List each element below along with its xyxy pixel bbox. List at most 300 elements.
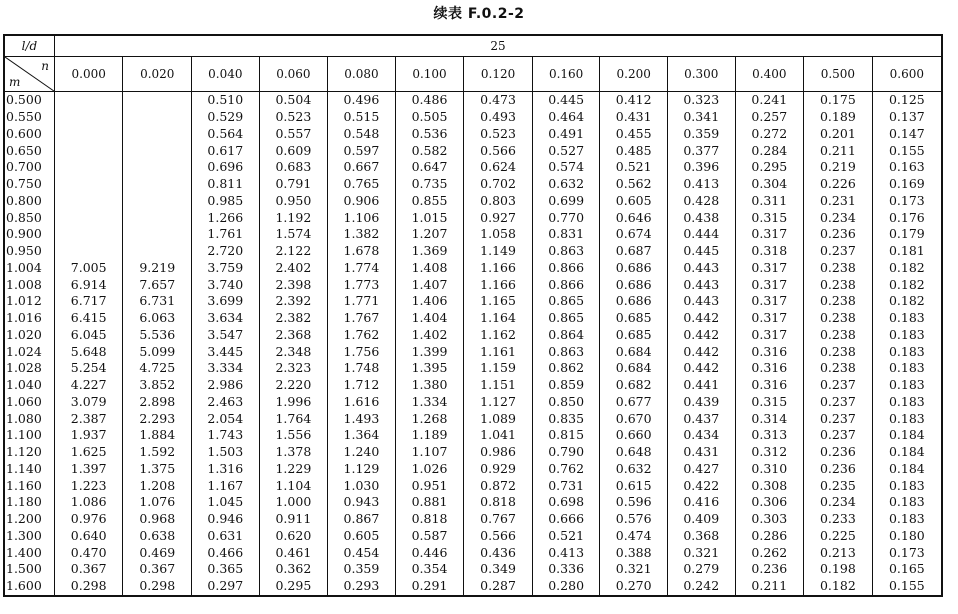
value-cell: 0.632 [532, 176, 600, 193]
table-row [4, 360, 942, 377]
value-cell: 0.491 [532, 126, 600, 143]
value-cell: 0.368 [667, 528, 735, 545]
value-cell: 0.297 [192, 578, 260, 596]
value-cell: 0.496 [328, 92, 396, 109]
value-cell: 2.054 [192, 410, 260, 427]
value-cell: 0.557 [259, 126, 328, 143]
value-cell: 0.182 [804, 578, 873, 596]
value-cell: 0.280 [532, 578, 600, 596]
value-cell: 0.521 [532, 528, 600, 545]
m-value-cell: 1.012 [4, 293, 54, 310]
value-cell: 0.587 [395, 528, 464, 545]
value-cell: 0.183 [872, 377, 942, 394]
value-cell [54, 92, 123, 109]
m-value-cell: 0.700 [4, 159, 54, 176]
value-cell: 0.236 [804, 461, 873, 478]
value-cell: 1.167 [192, 477, 260, 494]
value-cell: 0.284 [735, 142, 804, 159]
value-cell: 0.866 [532, 260, 600, 277]
value-cell: 0.183 [872, 494, 942, 511]
value-cell [123, 243, 192, 260]
table-row [4, 142, 942, 159]
table-row [4, 461, 942, 478]
table-row [4, 92, 942, 109]
value-cell: 0.237 [804, 427, 873, 444]
value-cell: 0.536 [395, 126, 464, 143]
value-cell: 0.521 [600, 159, 668, 176]
table-row [4, 310, 942, 327]
value-cell: 0.442 [667, 343, 735, 360]
value-cell: 1.127 [464, 394, 533, 411]
value-cell: 0.362 [259, 561, 328, 578]
value-cell: 0.238 [804, 293, 873, 310]
value-cell: 1.164 [464, 310, 533, 327]
value-cell: 0.486 [395, 92, 464, 109]
value-cell: 0.818 [395, 511, 464, 528]
value-cell: 0.182 [872, 276, 942, 293]
value-cell [123, 159, 192, 176]
value-cell: 1.316 [192, 461, 260, 478]
m-value-cell: 1.180 [4, 494, 54, 511]
value-cell: 0.234 [804, 209, 873, 226]
value-cell: 0.469 [123, 544, 192, 561]
value-cell: 5.648 [54, 343, 123, 360]
value-cell: 0.180 [872, 528, 942, 545]
value-cell: 0.341 [667, 109, 735, 126]
table-row [4, 109, 942, 126]
value-cell: 1.767 [328, 310, 396, 327]
n-header-cell: 0.200 [600, 57, 668, 92]
value-cell: 0.576 [600, 511, 668, 528]
value-cell: 0.646 [600, 209, 668, 226]
value-cell: 0.155 [872, 142, 942, 159]
value-cell: 0.182 [872, 260, 942, 277]
value-cell: 0.181 [872, 243, 942, 260]
value-cell: 0.699 [532, 193, 600, 210]
value-cell: 2.387 [54, 410, 123, 427]
value-cell: 0.677 [600, 394, 668, 411]
value-cell: 0.850 [532, 394, 600, 411]
table-row [4, 276, 942, 293]
value-cell: 0.367 [123, 561, 192, 578]
m-value-cell: 1.040 [4, 377, 54, 394]
m-label: m [9, 75, 21, 89]
value-cell: 0.566 [464, 528, 533, 545]
value-cell: 0.859 [532, 377, 600, 394]
value-cell: 3.445 [192, 343, 260, 360]
value-cell: 2.720 [192, 243, 260, 260]
value-cell: 0.315 [735, 394, 804, 411]
value-cell: 0.211 [804, 142, 873, 159]
value-cell: 0.416 [667, 494, 735, 511]
value-cell: 0.237 [804, 243, 873, 260]
value-cell: 0.862 [532, 360, 600, 377]
m-value-cell: 1.400 [4, 544, 54, 561]
value-cell: 2.220 [259, 377, 328, 394]
value-cell: 0.523 [464, 126, 533, 143]
value-cell: 1.104 [259, 477, 328, 494]
value-cell: 0.237 [804, 377, 873, 394]
value-cell: 0.257 [735, 109, 804, 126]
value-cell: 0.624 [464, 159, 533, 176]
value-cell: 1.397 [54, 461, 123, 478]
value-cell: 0.354 [395, 561, 464, 578]
header-row-ld [4, 35, 942, 57]
value-cell: 1.773 [328, 276, 396, 293]
value-cell: 0.201 [804, 126, 873, 143]
value-cell: 0.189 [804, 109, 873, 126]
value-cell: 0.183 [872, 394, 942, 411]
table-row [4, 561, 942, 578]
value-cell: 1.592 [123, 444, 192, 461]
value-cell: 0.765 [328, 176, 396, 193]
value-cell: 1.151 [464, 377, 533, 394]
value-cell: 1.884 [123, 427, 192, 444]
value-cell: 0.685 [600, 327, 668, 344]
value-cell: 0.317 [735, 310, 804, 327]
value-cell: 0.835 [532, 410, 600, 427]
value-cell: 1.000 [259, 494, 328, 511]
value-cell: 0.504 [259, 92, 328, 109]
value-cell: 2.463 [192, 394, 260, 411]
value-cell: 6.914 [54, 276, 123, 293]
value-cell: 1.364 [328, 427, 396, 444]
value-cell: 1.399 [395, 343, 464, 360]
value-cell: 1.996 [259, 394, 328, 411]
n-header-cell: 0.500 [804, 57, 873, 92]
value-cell: 0.436 [464, 544, 533, 561]
value-cell: 1.404 [395, 310, 464, 327]
value-cell: 0.927 [464, 209, 533, 226]
table-body [4, 92, 942, 596]
m-value-cell: 0.750 [4, 176, 54, 193]
value-cell: 0.946 [192, 511, 260, 528]
value-cell: 0.323 [667, 92, 735, 109]
value-cell: 3.759 [192, 260, 260, 277]
value-cell: 3.547 [192, 327, 260, 344]
value-cell: 2.122 [259, 243, 328, 260]
value-cell: 0.434 [667, 427, 735, 444]
value-cell: 1.229 [259, 461, 328, 478]
n-header-cell: 0.120 [464, 57, 533, 92]
m-value-cell: 0.550 [4, 109, 54, 126]
value-cell: 0.317 [735, 327, 804, 344]
value-cell: 1.208 [123, 477, 192, 494]
value-cell: 0.566 [464, 142, 533, 159]
value-cell: 0.454 [328, 544, 396, 561]
value-cell: 0.515 [328, 109, 396, 126]
value-cell: 0.336 [532, 561, 600, 578]
m-value-cell: 1.024 [4, 343, 54, 360]
value-cell: 0.976 [54, 511, 123, 528]
value-cell [54, 193, 123, 210]
value-cell: 0.183 [872, 343, 942, 360]
value-cell: 4.227 [54, 377, 123, 394]
value-cell: 6.415 [54, 310, 123, 327]
value-cell: 0.422 [667, 477, 735, 494]
value-cell: 5.254 [54, 360, 123, 377]
value-cell: 0.803 [464, 193, 533, 210]
value-cell: 0.865 [532, 310, 600, 327]
value-cell: 0.473 [464, 92, 533, 109]
value-cell: 0.968 [123, 511, 192, 528]
value-cell: 0.183 [872, 360, 942, 377]
n-header-cell: 0.040 [192, 57, 260, 92]
value-cell: 0.179 [872, 226, 942, 243]
value-cell: 1.748 [328, 360, 396, 377]
value-cell: 6.731 [123, 293, 192, 310]
value-cell: 1.240 [328, 444, 396, 461]
value-cell: 0.236 [735, 561, 804, 578]
value-cell: 0.211 [735, 578, 804, 596]
m-value-cell: 0.800 [4, 193, 54, 210]
value-cell: 1.166 [464, 260, 533, 277]
value-cell: 0.147 [872, 126, 942, 143]
value-cell: 1.395 [395, 360, 464, 377]
value-cell: 0.529 [192, 109, 260, 126]
value-cell: 0.767 [464, 511, 533, 528]
table-row [4, 528, 942, 545]
value-cell: 0.442 [667, 327, 735, 344]
value-cell: 0.317 [735, 226, 804, 243]
m-value-cell: 1.020 [4, 327, 54, 344]
value-cell [54, 159, 123, 176]
value-cell: 0.444 [667, 226, 735, 243]
m-value-cell: 0.950 [4, 243, 54, 260]
value-cell: 1.503 [192, 444, 260, 461]
table-row [4, 343, 942, 360]
value-cell: 0.638 [123, 528, 192, 545]
value-cell: 1.045 [192, 494, 260, 511]
value-cell: 0.291 [395, 578, 464, 596]
m-value-cell: 1.200 [4, 511, 54, 528]
value-cell: 0.527 [532, 142, 600, 159]
value-cell: 0.674 [600, 226, 668, 243]
value-cell: 0.163 [872, 159, 942, 176]
value-cell [123, 209, 192, 226]
value-cell: 1.407 [395, 276, 464, 293]
value-cell: 0.647 [395, 159, 464, 176]
value-cell: 1.616 [328, 394, 396, 411]
value-cell: 0.238 [804, 360, 873, 377]
value-cell [123, 176, 192, 193]
value-cell: 0.493 [464, 109, 533, 126]
value-cell: 0.318 [735, 243, 804, 260]
value-cell: 1.774 [328, 260, 396, 277]
value-cell: 0.684 [600, 360, 668, 377]
value-cell: 0.165 [872, 561, 942, 578]
value-cell: 0.317 [735, 293, 804, 310]
value-cell: 0.125 [872, 92, 942, 109]
value-cell: 0.359 [667, 126, 735, 143]
value-cell: 0.735 [395, 176, 464, 193]
value-cell: 1.625 [54, 444, 123, 461]
m-value-cell: 1.300 [4, 528, 54, 545]
value-cell: 1.076 [123, 494, 192, 511]
value-cell: 0.562 [600, 176, 668, 193]
value-cell: 0.298 [54, 578, 123, 596]
value-cell: 0.863 [532, 343, 600, 360]
value-cell: 9.219 [123, 260, 192, 277]
value-cell: 0.620 [259, 528, 328, 545]
value-cell: 0.428 [667, 193, 735, 210]
value-cell: 0.632 [600, 461, 668, 478]
m-value-cell: 0.600 [4, 126, 54, 143]
value-cell: 6.717 [54, 293, 123, 310]
value-cell: 0.684 [600, 343, 668, 360]
value-cell: 1.041 [464, 427, 533, 444]
value-cell: 0.295 [735, 159, 804, 176]
value-cell: 0.683 [259, 159, 328, 176]
table-row [4, 477, 942, 494]
value-cell: 0.631 [192, 528, 260, 545]
value-cell [123, 92, 192, 109]
value-cell: 0.702 [464, 176, 533, 193]
value-cell: 0.233 [804, 511, 873, 528]
table-row [4, 243, 942, 260]
value-cell: 1.574 [259, 226, 328, 243]
value-cell: 3.852 [123, 377, 192, 394]
value-cell: 0.439 [667, 394, 735, 411]
value-cell: 0.648 [600, 444, 668, 461]
value-cell [54, 226, 123, 243]
value-cell: 0.237 [804, 394, 873, 411]
value-cell: 0.431 [667, 444, 735, 461]
value-cell: 0.640 [54, 528, 123, 545]
value-cell: 1.268 [395, 410, 464, 427]
value-cell: 0.485 [600, 142, 668, 159]
value-cell: 0.238 [804, 310, 873, 327]
value-cell: 0.881 [395, 494, 464, 511]
value-cell: 0.310 [735, 461, 804, 478]
value-cell: 2.392 [259, 293, 328, 310]
value-cell: 1.166 [464, 276, 533, 293]
m-value-cell: 0.900 [4, 226, 54, 243]
value-cell: 0.238 [804, 276, 873, 293]
m-value-cell: 1.600 [4, 578, 54, 596]
value-cell: 0.929 [464, 461, 533, 478]
table-row [4, 209, 942, 226]
value-cell: 0.864 [532, 327, 600, 344]
table-row [4, 578, 942, 596]
value-cell: 5.536 [123, 327, 192, 344]
n-header-cell: 0.400 [735, 57, 804, 92]
value-cell: 0.315 [735, 209, 804, 226]
n-header-cell: 0.020 [123, 57, 192, 92]
value-cell: 1.266 [192, 209, 260, 226]
value-cell: 0.367 [54, 561, 123, 578]
value-cell: 0.770 [532, 209, 600, 226]
value-cell: 0.811 [192, 176, 260, 193]
value-cell: 0.443 [667, 260, 735, 277]
value-cell: 0.605 [328, 528, 396, 545]
value-cell: 1.149 [464, 243, 533, 260]
value-cell [54, 176, 123, 193]
value-cell: 0.438 [667, 209, 735, 226]
value-cell: 0.241 [735, 92, 804, 109]
value-cell: 2.986 [192, 377, 260, 394]
n-header-cell: 0.080 [328, 57, 396, 92]
value-cell: 0.183 [872, 310, 942, 327]
value-cell: 0.175 [804, 92, 873, 109]
value-cell: 0.609 [259, 142, 328, 159]
value-cell: 0.321 [667, 544, 735, 561]
value-cell: 0.184 [872, 444, 942, 461]
value-cell: 1.159 [464, 360, 533, 377]
value-cell: 0.615 [600, 477, 668, 494]
value-cell: 0.279 [667, 561, 735, 578]
value-cell: 0.236 [804, 226, 873, 243]
value-cell: 0.242 [667, 578, 735, 596]
value-cell: 0.866 [532, 276, 600, 293]
value-cell: 0.155 [872, 578, 942, 596]
value-cell: 0.231 [804, 193, 873, 210]
value-cell: 1.406 [395, 293, 464, 310]
value-cell: 1.771 [328, 293, 396, 310]
value-cell: 0.295 [259, 578, 328, 596]
value-cell: 1.030 [328, 477, 396, 494]
table-row [4, 126, 942, 143]
value-cell: 0.686 [600, 276, 668, 293]
value-cell: 0.235 [804, 477, 873, 494]
value-cell: 1.369 [395, 243, 464, 260]
value-cell [54, 109, 123, 126]
value-cell: 0.437 [667, 410, 735, 427]
value-cell: 0.169 [872, 176, 942, 193]
value-cell: 0.313 [735, 427, 804, 444]
value-cell: 3.079 [54, 394, 123, 411]
value-cell: 0.441 [667, 377, 735, 394]
value-cell: 0.287 [464, 578, 533, 596]
m-value-cell: 1.060 [4, 394, 54, 411]
n-label: n [41, 59, 49, 73]
value-cell: 1.161 [464, 343, 533, 360]
value-cell: 0.686 [600, 293, 668, 310]
table-row [4, 511, 942, 528]
value-cell: 1.764 [259, 410, 328, 427]
value-cell: 1.223 [54, 477, 123, 494]
value-cell: 1.556 [259, 427, 328, 444]
value-cell: 0.867 [328, 511, 396, 528]
value-cell [123, 109, 192, 126]
m-value-cell: 1.120 [4, 444, 54, 461]
value-cell: 0.666 [532, 511, 600, 528]
value-cell [123, 226, 192, 243]
coefficient-table [3, 34, 943, 597]
corner-cell [4, 57, 54, 92]
value-cell: 1.762 [328, 327, 396, 344]
value-cell: 0.317 [735, 276, 804, 293]
value-cell: 1.106 [328, 209, 396, 226]
value-cell: 7.005 [54, 260, 123, 277]
value-cell: 0.359 [328, 561, 396, 578]
value-cell: 0.316 [735, 343, 804, 360]
value-cell: 1.378 [259, 444, 328, 461]
m-value-cell: 0.850 [4, 209, 54, 226]
value-cell: 1.712 [328, 377, 396, 394]
value-cell: 0.698 [532, 494, 600, 511]
value-cell: 0.303 [735, 511, 804, 528]
value-cell: 0.696 [192, 159, 260, 176]
value-cell: 0.409 [667, 511, 735, 528]
value-cell: 1.408 [395, 260, 464, 277]
value-cell: 0.184 [872, 461, 942, 478]
value-cell: 0.685 [600, 310, 668, 327]
ld-value: 25 [54, 35, 942, 57]
value-cell: 0.427 [667, 461, 735, 478]
table-row [4, 544, 942, 561]
m-value-cell: 1.004 [4, 260, 54, 277]
